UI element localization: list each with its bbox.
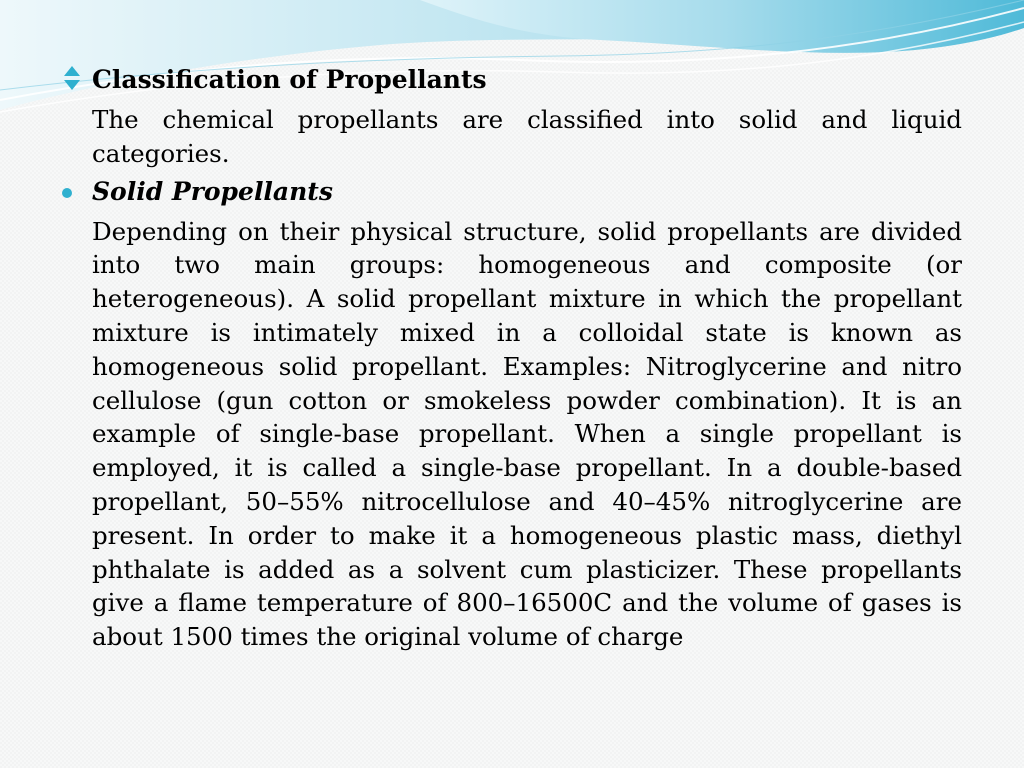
paragraph-solid-propellants: Depending on their physical structure, solid propellants are divided into two main groups: homogeneous and composite (or heterogeneous). A solid propellant mixture in which the propellant mixture is intimately mixed in a colloidal state is known as homogeneous solid propellant. Examples: Nitroglycerine and nitro cellulose (gun cotton or smokeless powder combination). It is an example of single-base propellant. When a single propellant is employed, it is called a single-base propellant. In a double-based propellant, 50–55% nitrocellulose and 40–45% nitroglycerine are present. In order to make it a homogeneous plastic mass, diethyl phthalate is added as a solvent cum plasticizer. These propellants give a flame temperature of 800–16500C and the volume of gases is about 1500 times the original volume of charge (92, 216, 962, 652)
bullet-solid-propellants (92, 174, 962, 210)
bullet-classification (92, 62, 962, 98)
heading-solid-propellants: Solid Propellants (92, 176, 333, 206)
diamond-arrows-icon (62, 65, 82, 91)
circle-bullet-icon (62, 188, 72, 198)
heading-classification: Classification of Propellants (92, 65, 487, 94)
paragraph-classification: The chemical propellants are classified into solid and liquid categories. (92, 105, 962, 168)
slide-content (92, 62, 962, 654)
